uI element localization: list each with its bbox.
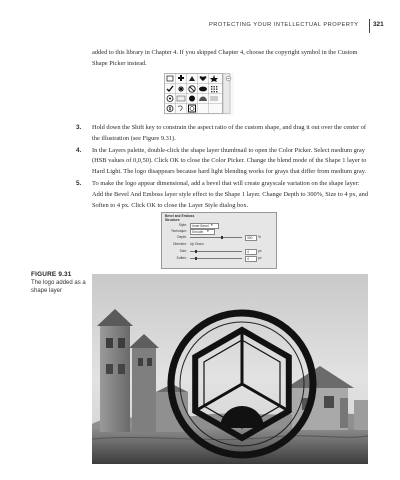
header-rule <box>369 19 370 33</box>
steps-list <box>67 123 369 212</box>
soften-slider <box>190 258 242 259</box>
dialog-title: Bevel and Emboss <box>165 214 195 218</box>
soften-value: 4 <box>245 256 257 262</box>
dialog-label: Technique: <box>171 229 187 233</box>
step-text: Hold down the Shift key to constrain the aspect ratio of the custom shape, and drag it out over the center of the illustration (see Figure 9.31). <box>92 124 367 142</box>
size-value: 4 <box>245 249 257 255</box>
technique-select: Smooth <box>190 229 215 235</box>
soften-unit: px <box>258 256 262 260</box>
slider-thumb <box>195 257 197 260</box>
shape-picker-illustration <box>164 73 234 115</box>
depth-value: 300 <box>245 235 257 241</box>
bevel-emboss-dialog-image <box>161 212 277 269</box>
illustration-with-logo <box>92 274 368 464</box>
dropdown-arrow-icon: ▾ <box>211 223 213 227</box>
dialog-depth-row <box>167 235 272 240</box>
dropdown-arrow-icon: ▾ <box>207 229 209 233</box>
dialog-label: Depth: <box>177 235 187 239</box>
dialog-size-row <box>167 249 272 254</box>
step-number: 3. <box>76 124 82 131</box>
dialog-section-title: Structure <box>165 218 180 222</box>
step-number: 4. <box>76 146 82 154</box>
figure-photo <box>92 274 368 464</box>
dialog-soften-row <box>167 256 272 261</box>
running-head <box>0 19 400 33</box>
step-number: 5. <box>76 179 82 187</box>
depth-unit: % <box>258 235 261 239</box>
style-select: Inner Bevel <box>190 223 219 229</box>
figure-label: FIGURE 9.31 <box>31 271 72 278</box>
size-unit: px <box>258 249 262 253</box>
running-title: PROTECTING YOUR INTELLECTUAL PROPERTY <box>209 22 359 28</box>
depth-slider <box>190 237 242 238</box>
dialog-label: Direction: <box>173 242 187 246</box>
intro-paragraph: added to this library in Chapter 4. If you skipped Chapter 4, choose the copyright symbol in the Custom Shape Picker instead. <box>92 49 358 67</box>
slider-thumb <box>195 250 197 253</box>
dialog-label: Style: <box>178 223 187 227</box>
step-item <box>67 146 369 178</box>
custom-shape-picker-image <box>164 73 234 115</box>
direction-options: Up Down <box>190 242 204 246</box>
step-text: In the Layers palette, double-click the shape layer thumbnail to open the Color Picker. Select medium gray (HSB values of 0,0,50). Click OK to close the Color Picker. Change the blend mode of the Shape 1 layer to Hard Light. The logo disappears because hard light blending works for grays that differ from medium gray. <box>92 146 367 176</box>
dialog-label: Size: <box>179 249 187 253</box>
step-text: To make the logo appear dimensional, add a bevel that will create grayscale variation on the shape layer: Add the Bevel And Emboss layer style effect to the Shape 1 layer. Change Depth to 300%, Size to 4 px, and Soften to 4 px. Click OK to close the Layer Style dialog box. <box>92 179 369 209</box>
slider-thumb <box>221 236 223 239</box>
figure-caption-text: The logo added as a shape layer <box>31 280 86 294</box>
size-slider <box>190 251 242 252</box>
step-item <box>67 123 369 145</box>
step-item <box>67 179 369 211</box>
page-number: 321 <box>373 21 384 28</box>
figure-caption <box>31 270 91 295</box>
dialog-label: Soften: <box>176 256 187 260</box>
